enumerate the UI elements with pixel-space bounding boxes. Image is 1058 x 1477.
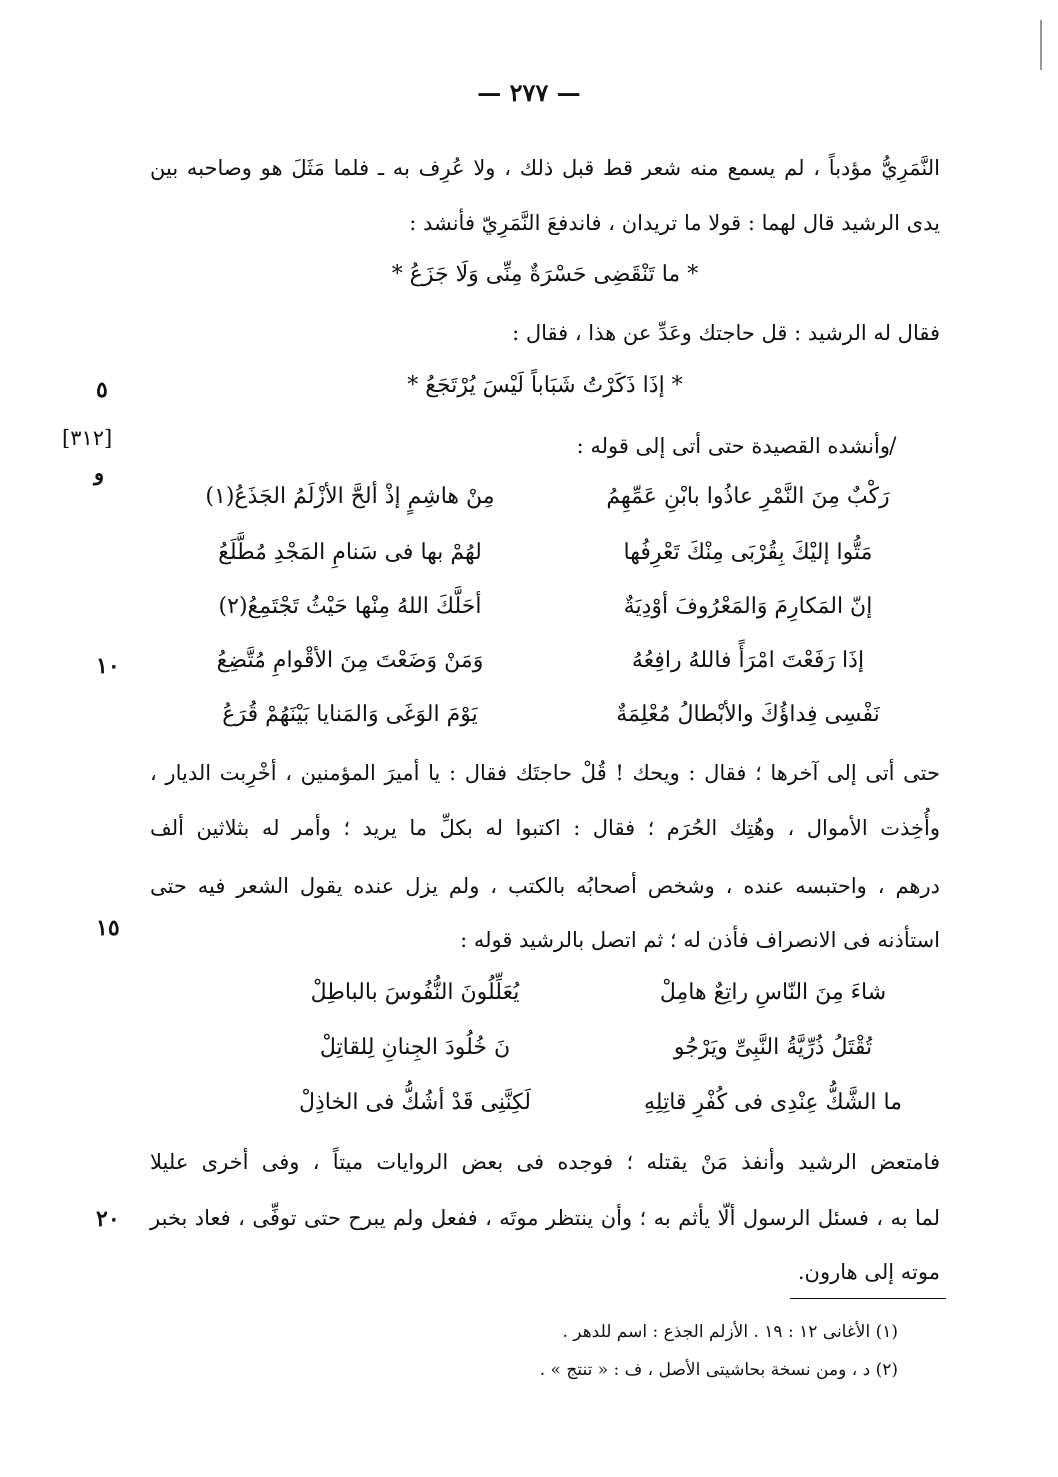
poem-hemistich-right: إنّ المَكارِمَ وَالمَعْرُوفَ أوْدِيَةٌ: [623, 594, 873, 619]
poem-hemistich-right: رَكْبٌ مِنَ النَّمْرِ عاذُوا بابْنِ عَمِّهِمُ: [606, 484, 890, 509]
prose-line: درهم ، واحتبسه عنده ، وشخص أصحابُه بالكتب ، ولم يزل عنده يقول الشعر فيه حتى: [150, 874, 940, 898]
prose-line: حتى أتى إلى آخرها ؛ فقال : ويحك ! قُلْ حاجتَك فقال : يا أميرَ المؤمنين ، أخْرِبت الديار ،: [150, 761, 940, 785]
poem-hemistich-left: يَوْمَ الوَغَى وَالمَنايا بَيْنَهُمْ قُرَعُ: [222, 702, 478, 727]
prose-line: وأنشده القصيدة حتى أتى إلى قوله :: [576, 434, 890, 458]
poem-hemistich-right: إذَا رَفَعْتَ امْرَأً فاللهُ رافِعُهُ: [631, 648, 865, 673]
poem-hemistich-left: نَ خُلُودَ الجِنانِ لِلقاتِلْ: [319, 1035, 511, 1060]
prose-line: النَّمَرِيُّ مؤدباً ، لم يسمع منه شعر قط قبل ذلك ، ولا عُرِف به ـ فلما مَثَلَ هو وصاحبه بين: [150, 156, 940, 180]
poem-hemistich-left: أحَلَّكَ اللهُ مِنْها حَيْثُ تَجْتَمِعُ(٢): [218, 594, 482, 619]
scan-edge-mark: [1040, 20, 1042, 70]
prose-line: فقال له الرشيد : قل حاجتك وعَدِّ عن هذا ، فقال :: [512, 321, 940, 345]
line-number-marker: ١٠: [96, 653, 120, 679]
poem-hemistich-left: يُعَلِّلُونَ النُّفُوسَ بالباطِلْ: [310, 980, 520, 1005]
manuscript-folio-side: و: [94, 460, 105, 485]
poem-hemistich-right: تُقْتَلُ ذُرِّيَّةُ النَّبِىِّ ويَرْجُو: [673, 1035, 873, 1060]
prose-line: يدى الرشيد قال لهما : قولا ما تريدان ، فاندفعَ النَّمَرِيّ فأنشد :: [409, 211, 940, 235]
poem-hemistich-left: وَمَنْ وَضَعْتَ مِنَ الأقْوامِ مُتَّضِعُ: [216, 648, 484, 673]
folio-break-slash: /: [889, 434, 897, 459]
line-number-marker: ١٥: [96, 915, 120, 941]
quoted-hemistich: * ما تَنْقَضِى حَسْرَةٌ مِنِّى وَلَا جَزَعُ *: [391, 262, 699, 287]
footnote: (١) الأغانى ١٢ : ١٩ . الأزلم الجذع : اسم للدهر .: [562, 1322, 898, 1342]
line-number-marker: ٥: [96, 377, 108, 403]
manuscript-folio-marker: [٣١٢]: [62, 426, 113, 450]
poem-hemistich-left: لهُمْ بها فى سَنامِ المَجْدِ مُطَّلَعُ: [218, 540, 482, 565]
page-number: — ٢٧٧ —: [477, 78, 581, 107]
poem-hemistich-right: مَتُّوا إليْكَ بِقُرْبَى مِنْكَ تَعْرِفُها: [623, 540, 873, 565]
poem-hemistich-right: شاءَ مِنَ النّاسِ راتِعٌ هامِلْ: [659, 980, 887, 1005]
poem-hemistich-right: نَفْسِى فِداؤُكَ والأبْطالُ مُعْلِمَةٌ: [616, 702, 880, 727]
prose-line: فامتعض الرشيد وأنفذ مَنْ يقتله ؛ فوجده فى بعض الروايات ميتاً ، وفى أخرى عليلا: [150, 1150, 940, 1174]
quoted-hemistich: * إذَا ذَكَرْتُ شَبَاباً لَيْسَ يُرْتَجَعُ *: [407, 373, 683, 398]
prose-line: موته إلى هارون.: [797, 1260, 940, 1284]
prose-line: استأذنه فى الانصراف فأذن له ؛ ثم اتصل بالرشيد قوله :: [460, 928, 940, 952]
poem-hemistich-left: لَكِنَّنِى قَدْ أشُكُّ فى الخاذِلْ: [299, 1090, 531, 1115]
poem-hemistich-left: مِنْ هاشِمٍ إذْ ألحَّ الأزْلَمُ الجَذَعُ(١): [205, 484, 495, 509]
footnote-separator: [790, 1298, 946, 1299]
prose-line: لما به ، فسئل الرسول ألّا يأثم به ؛ وأن ينتظر موتَه ، ففعل ولم يبرح حتى توفِّى ، فعاد بخبر: [150, 1206, 940, 1230]
line-number-marker: ٢٠: [96, 1206, 120, 1232]
poem-hemistich-right: ما الشَّكُّ عِنْدِى فى كُفْرِ قاتِلِهِ: [644, 1090, 902, 1115]
prose-line: وأُخِذت الأموال ، وهُتِك الحُرَم ؛ فقال : اكتبوا له بكلِّ ما يريد ؛ وأمر له بثلاثين ألف: [150, 816, 940, 840]
footnote: (٢) د ، ومن نسخة بحاشيتى الأصل ، ف : « تنتج » .: [539, 1360, 898, 1380]
